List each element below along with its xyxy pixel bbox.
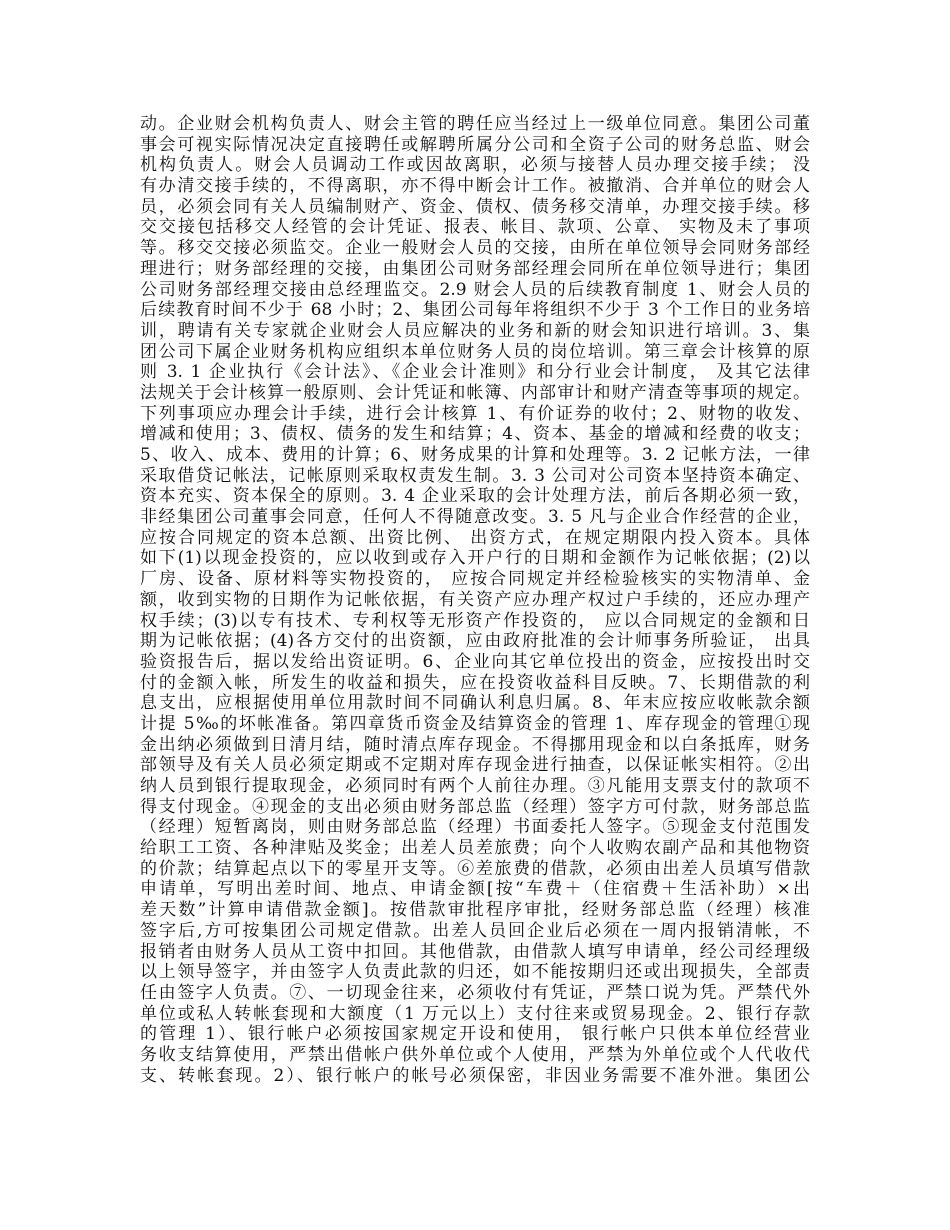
- text-line: 给职工工资、各种津贴及奖金；出差人员差旅费；向个人收购农副产品和其他物资: [140, 838, 810, 859]
- text-line: 应按合同规定的资本总额、出资比例、 出资方式，在规定期限内投入资本。具体: [140, 527, 810, 548]
- text-line: 单位或私人转帐套现和大额度（1 万元以上）支付往来或贸易现金。2、银行存款: [140, 1003, 810, 1024]
- text-line: 后续教育时间不少于 68 小时；2、集团公司每年将组织不少于 3 个工作日的业务培: [140, 300, 810, 321]
- text-line: 以上领导签字，并由签字人负责此款的归还，如不能按期归还或出现损失，全部责: [140, 962, 810, 983]
- text-line: 签字后,方可按集团公司规定借款。出差人员回企业后必须在一周内报销清帐，不: [140, 920, 810, 941]
- text-line: 事会可视实际情况决定直接聘任或解聘所属分公司和全资子公司的财务总监、财会: [140, 134, 810, 155]
- text-line: 增减和使用；3、债权、债务的发生和结算；4、资本、基金的增减和经费的收支；: [140, 424, 810, 445]
- text-line: 团公司下属企业财务机构应组织本单位财务人员的岗位培训。第三章会计核算的原: [140, 341, 810, 362]
- text-line: 报销者由财务人员从工资中扣回。其他借款，由借款人填写申请单，经公司经理级: [140, 941, 810, 962]
- text-line: 员，必须会同有关人员编制财产、资金、债权、债务移交清单，办理交接手续。移: [140, 196, 810, 217]
- text-line: 训，聘请有关专家就企业财会人员应解决的业务和新的财会知识进行培训。3、集: [140, 320, 810, 341]
- text-line: 支、转帐套现。2）、银行帐户的帐号必须保密，非因业务需要不准外泄。集团公: [140, 1065, 810, 1086]
- text-line: 如下(1)以现金投资的，应以收到或存入开户行的日期和金额作为记帐依据；(2)以: [140, 548, 810, 569]
- text-line: 的管理 1）、银行帐户必须按国家规定开设和使用， 银行帐户只供本单位经营业: [140, 1024, 810, 1045]
- text-line: 计提 5‰的坏帐准备。第四章货币资金及结算资金的管理 1、库存现金的管理①现: [140, 713, 810, 734]
- text-line: 权手续；(3)以专有技术、专利权等无形资产作投资的， 应以合同规定的金额和日: [140, 610, 810, 631]
- text-line: 务收支结算使用，严禁出借帐户供外单位或个人使用，严禁为外单位或个人代收代: [140, 1044, 810, 1065]
- text-line: 差天数”计算申请借款金额]。按借款审批程序审批，经财务部总监（经理）核准: [140, 900, 810, 921]
- text-line: 资本充实、资本保全的原则。3. 4 企业采取的会计处理方法，前后各期必须一致，: [140, 486, 810, 507]
- text-line: 期为记帐依据；(4)各方交付的出资额，应由政府批准的会计师事务所验证， 出具: [140, 631, 810, 652]
- text-line: （经理）短暂离岗，则由财务部总监（经理）书面委托人签字。⑤现金支付范围发: [140, 817, 810, 838]
- text-line: 申请单，写明出差时间、地点、申请金额[按“车费＋（住宿费＋生活补助）×出: [140, 879, 810, 900]
- text-line: 额，收到实物的日期作为记帐依据，有关资产应办理产权过户手续的，还应办理产: [140, 589, 810, 610]
- text-line: 任由签字人负责。⑦、一切现金往来，必须收付有凭证，严禁口说为凭。严禁代外: [140, 982, 810, 1003]
- text-line: 纳人员到银行提取现金，必须同时有两个人前往办理。③凡能用支票支付的款项不: [140, 776, 810, 796]
- text-line: 交交接包括移交人经管的会计凭证、报表、帐目、款项、公章、 实物及未了事项: [140, 217, 810, 238]
- text-line: 法规关于会计核算一般原则、会计凭证和帐簿、内部审计和财产清查等事项的规定。: [140, 382, 810, 403]
- text-line: 的价款；结算起点以下的零星开支等。⑥差旅费的借款，必须由出差人员填写借款: [140, 858, 810, 879]
- text-line: 下列事项应办理会计手续，进行会计核算 1、有价证券的收付；2、财物的收发、: [140, 403, 810, 424]
- text-line: 机构负责人。财会人员调动工作或因故离职，必须与接替人员办理交接手续； 没: [140, 155, 810, 176]
- text-line: 有办清交接手续的，不得离职，亦不得中断会计工作。被撤消、合并单位的财会人: [140, 176, 810, 197]
- text-line: 息支出，应根据使用单位用款时间不同确认利息归属。8、年末应按应收帐款余额: [140, 693, 810, 714]
- text-line: 部领导及有关人员必须定期或不定期对库存现金进行抽查，以保证帐实相符。②出: [140, 755, 810, 776]
- text-line: 验资报告后，据以发给出资证明。6、企业向其它单位投出的资金，应按投出时交: [140, 651, 810, 672]
- text-line: 金出纳必须做到日清月结，随时清点库存现金。不得挪用现金和以白条抵库，财务: [140, 734, 810, 755]
- text-line: 非经集团公司董事会同意，任何人不得随意改变。3. 5 凡与企业合作经营的企业，: [140, 507, 810, 528]
- text-line: 5、收入、成本、费用的计算；6、财务成果的计算和处理等。3. 2 记帐方法，一律: [140, 445, 810, 465]
- text-line: 动。企业财会机构负责人、财会主管的聘任应当经过上一级单位同意。集团公司董: [140, 114, 810, 134]
- text-line: 付的金额入帐，所发生的收益和损失，应在投资收益科目反映。7、长期借款的利: [140, 672, 810, 693]
- text-line: 理进行；财务部经理的交接，由集团公司财务部经理会同所在单位领导进行；集团: [140, 258, 810, 279]
- text-line: 采取借贷记帐法，记帐原则采取权责发生制。3. 3 公司对公司资本坚持资本确定、: [140, 465, 810, 486]
- text-line: 等。移交交接必须监交。企业一般财会人员的交接，由所在单位领导会同财务部经: [140, 238, 810, 259]
- text-line: 得支付现金。④现金的支出必须由财务部总监（经理）签字方可付款，财务部总监: [140, 796, 810, 817]
- document-body: [140, 114, 810, 1086]
- text-line: 厂房、设备、原材料等实物投资的， 应按合同规定并经检验核实的实物清单、金: [140, 569, 810, 590]
- text-line: 则 3. 1 企业执行《会计法》、《企业会计准则》和分行业会计制度， 及其它法律: [140, 362, 810, 383]
- text-line: 公司财务部经理交接由总经理监交。2.9 财会人员的后续教育制度 1、财会人员的: [140, 279, 810, 300]
